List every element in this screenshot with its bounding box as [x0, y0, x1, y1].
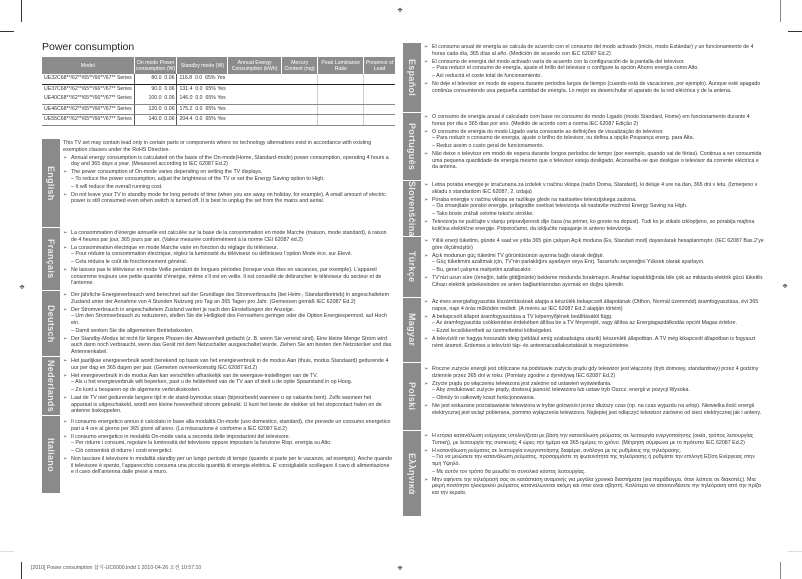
tab-portugues [403, 113, 421, 181]
column-header: Peak Luminance Ratio [318, 57, 364, 74]
on-mode-value: 80.0 [151, 75, 162, 82]
sub-bullet: – Ezzel lecsökkentheti az üzemeltetési költségeket. [432, 328, 553, 335]
lead-value: Yes [217, 95, 226, 102]
sub-bullet: – Με αυτόν τον τρόπο θα μειωθεί το συνολικό κόστος λειτουργίας. [432, 468, 586, 475]
lead-value: Yes [217, 105, 226, 112]
section-francais [63, 230, 393, 288]
mercury-value: 0.0 [195, 95, 203, 102]
sub-bullet: – Per ridurre i consumi, regolare la luminosità del televisore oppure impostare la funzione Risp. energia su Alto. [71, 440, 332, 447]
data-cell [134, 74, 177, 84]
table-row [42, 74, 395, 84]
section-turkce [424, 238, 764, 290]
tab-label: Türkçe [407, 251, 417, 283]
bullet: ➢ Η ετήσια κατανάλωση ενέργειας υπολογίζεται με βάση την κατανάλωση ρεύματος σε λειτουργία ενεργοποίησης (οικία, τρόπος λειτουργίας Τυπική), με λειτουργία της συσκευής 4 ώρες την ημέρα και 365 ημέρες το χρόνο. (Μέτρηση σύμφωνα με το πρότυπο IEC 62087 Ed.2) [424, 433, 764, 446]
bullet: ➢ Zżycie prądu po włączeniu telewizora jest zależne od ustawień wyświetlania. [424, 381, 764, 388]
data-cell [177, 104, 228, 115]
empty-cell [281, 74, 317, 84]
bullet: ➢ TV’nizi uzun süre (örneğin, tatile gittiğinizde) bekleme modunda bırakmayın. Anahtar kapatıldığında bile çok az miktarda elektrik gücü tüketilir. Cihazı elektrik şebekesinden ve anten bağlantılarından ayırmak en doğru işlemdir. [424, 275, 764, 288]
sub-bullet: – It will reduce the overall running cost. [71, 183, 163, 190]
empty-cell [318, 115, 364, 126]
peak-value: 65% [205, 116, 216, 123]
peak-value: 65% [205, 95, 216, 102]
power-consumption-table [42, 57, 395, 126]
annual-value: 146.0 [179, 95, 193, 102]
sub-bullet: – Tako boste znižali celotne tekoče stroške. [432, 211, 534, 218]
registration-mark-icon: ⌖ [397, 563, 403, 573]
bullet: ➢ Az éves energiafogyasztás kiszámításának alapja a készülék bekapcsolt állapotának (Otthon, Normál üzemmód) áramfogyasztása, évi 365 napos, napi 4 órás működés mellett. (A mérés az IEC 62087 Ed.2 alapján történt) [424, 299, 764, 312]
peak-value: 65% [205, 105, 216, 112]
empty-cell [281, 94, 317, 104]
bullet: ➢ Μην αφήνετε την τηλεόρασή σας σε κατάσταση αναμονής για μεγάλα χρονικά διαστήματα (για παράδειγμα, όταν λείπετε σε διακοπές). Μια μικρή ποσότητα ηλεκτρικού ρεύματος καταναλώνεται ακόμη και όταν είναι σβηστή. Καλύτερα να αποσυνδέσετε την τηλεόραση από την πρίζα και την κεραία. [424, 477, 764, 497]
lead-value: Yes [217, 85, 226, 92]
empty-cell [281, 104, 317, 115]
tab-label: Nederlands [46, 359, 56, 413]
section-portugues [424, 114, 764, 172]
empty-cell [318, 84, 364, 94]
sub-bullet: – Pour réduire la consommation électrique, réglez la luminosité du téléviseur ou définissez l’option Mode éco. sur Elevé. [71, 251, 353, 258]
bullet: ➢ La consommation d’énergie annuelle est calculée sur la base de la consommation en mode Marche (maison, mode standard), à raison de 4 heures par jour, 365 jours par an. (Valeur mesurée conformément à la norme CEI 62087 éd.2) [63, 230, 393, 243]
mercury-value: 0.0 [194, 75, 203, 82]
model-cell: UE32C68**/62**/65**/66**/67** Series [42, 74, 134, 84]
mercury-value: 0.0 [195, 116, 203, 123]
sub-bullet: – Um den Stromverbrauch zu reduzieren, stellen Sie die Helligkeit des Fernsehers geringer oder die Option Energiespermod. auf Hoch ein. [71, 313, 387, 326]
tab-label: Slovenščina [407, 180, 417, 237]
bullet: ➢ Η κατανάλωση ρεύματος σε λειτουργία ενεργοποίησης διαφέρει, ανάλογα με τις ρυθμίσεις της τηλεόρασης. [424, 448, 764, 455]
bullet: ➢ Televizorja ne puščajte v stanju pripravljenosti dlje časa (na primer, ko greste na dopust). Tudi ko je stikalo izklopljeno, se porablja majhna količina električne energije. Priporočamo, da izključite napajanje in anteno televizorja. [424, 219, 764, 232]
sub-bullet: – To reduce the power consumption, adjust the brightness of the TV or set the Energy Saving option to High. [71, 175, 325, 182]
bullet: ➢ A televíziót ne hagyja hosszabb ideig (például amíg szabadságra utazik) készenléti állapotban. A TV még kikapcsolt állapotban is fogyaszt némi áramot. Érdemes a televízió táp- és antennacsatlakoztatását is megszüntetnie. [424, 336, 764, 349]
sub-bullet: – Bu, genel çalışma maliyetini azaltacaktır. [432, 267, 532, 274]
bullet: ➢ Annual energy consumption is calculated on the basis of the On-mode(Home, Standard-mode) power consumption, operating 4 hours a day and 365 days a year. (Measured according to IEC 62087 Ed.2) [63, 155, 393, 168]
bullet: ➢ La consommation électrique en mode Marche varie en fonction du réglage du téléviseur. [63, 245, 393, 252]
bullet: ➢ No deje el televisor en modo de espera durante periodos largos de tiempo (cuando está de vacaciones, por ejemplo). Aunque esté apagado continúa consumiendo una pequeña cantidad de energía. Lo mejor es desenchufar el aparato de la red eléctrica y de la antena. [424, 81, 764, 94]
empty-cell [318, 94, 364, 104]
section-polski [424, 366, 764, 418]
crop-mark [788, 31, 802, 32]
on-mode-value: 120.0 [148, 105, 162, 112]
empty-cell [281, 115, 317, 126]
crop-mark [21, 562, 22, 579]
lead-value: Yes [216, 75, 226, 82]
table-row [42, 115, 395, 126]
empty-cell [364, 84, 395, 94]
tab-nederlands [42, 357, 60, 416]
model-cell: UE46C68**/62**/65**/66**/67** Series [42, 104, 134, 115]
empty-cell [281, 84, 317, 94]
empty-cell [228, 104, 282, 115]
column-header: Model [42, 57, 134, 74]
on-mode-value: 90.0 [151, 85, 162, 92]
crop-mark [0, 31, 14, 32]
lead-value: Yes [217, 116, 226, 123]
bullet: ➢ Der Standby-Modus ist nicht für längere Phasen der Abwesenheit gedacht (z. B. wenn Sie verreist sind). Eine kleine Menge Strom wird auch dann noch verbraucht, wenn das Gerät mit dem Netzschalter ausgeschaltet wurde. Ziehen Sie am besten den Netzstecker und das Antennenkabel. [63, 336, 393, 356]
sub-bullet: – Cela réduira le coût de fonctionnement général. [71, 259, 188, 266]
bullet: ➢ Der Stromverbrauch in angeschaltetem Zustand variiert je nach den Einstellungen der Anzeige. [63, 307, 393, 314]
registration-mark-icon: ⌖ [397, 5, 403, 15]
empty-cell [228, 84, 282, 94]
data-cell [134, 104, 177, 115]
empty-cell [364, 104, 395, 115]
tab-label: Español [407, 58, 417, 97]
on-mode-value: 140.0 [148, 116, 162, 123]
bullet: ➢ A bekapcsolt állapot áramfogyasztása a TV képernyőjének beállításától függ. [424, 314, 764, 321]
section-english [63, 140, 393, 206]
bullet: ➢ Het energieverbruik in de modus Aan kan verschillen afhankelijk van de weergave-instellingen van de TV. [63, 373, 393, 380]
model-cell: UE37C68**/62**/65**/66**/67** Series [42, 84, 134, 94]
bullet: ➢ Letna poraba energije je izračunana za izdelek v načinu vklopa (način Doma, Standard), ki deluje 4 ure na dan, 365 dni v letu. (Izmerjeno v skladu s standardom IEC 62087, 2. izdaja) [424, 182, 764, 195]
peak-value: 65% [205, 75, 216, 82]
section-italiano [63, 419, 393, 477]
empty-cell [364, 94, 395, 104]
crop-mark [788, 551, 802, 552]
sub-bullet: – Así reducirá el coste total de funcionamiento. [432, 73, 542, 80]
tab-english [42, 139, 60, 228]
tab-label: Magyar [407, 313, 417, 347]
sub-bullet: – Reduz assim o custo geral de funcionamento. [432, 143, 544, 150]
tab-label: Français [46, 239, 56, 279]
standby-value: 0.06 [164, 105, 175, 112]
sub-bullet: – Da zmanjšate porabo energije, prilagodite svetlost televizorja ali nastavite možnost Energy Saving na High. [432, 203, 688, 210]
sub-bullet: – Az áramfogyasztás csökkentése érdekében állítsa be a TV fényerejét, vagy állítsa az Energiagazdálkodás opciót Magas értékre. [432, 320, 737, 327]
sub-bullet: – Para reducir el consumo de energía, ajuste el brillo del televisor o configure la opción Ahorro energía como Alto. [432, 65, 699, 72]
column-header: Standby mode (W) [177, 57, 228, 74]
crop-mark [780, 562, 781, 579]
section-slovenscina [424, 182, 764, 234]
bullet: ➢ Ne laissez pas le téléviseur en mode Veille pendant de longues périodes (lorsque vous êtes en vacances, par exemple). L’appareil consomme toujours une petite quantité d’énergie, même s’il est en veille. Il est conseillé de débrancher le téléviseur du secteur et de l’antenne. [63, 267, 393, 287]
bullet: ➢ Do not leave your TV in standby mode for long periods of time (when you are away on holiday, for example). A small amount of electric power is still consumed even when switch is turned off. It is best to unplug the set from the mains and aerial. [63, 192, 393, 205]
tab-magyar [403, 298, 421, 363]
empty-cell [228, 115, 282, 126]
table-header-row [42, 57, 395, 74]
sub-bullet: – Aby zredukować zużycie prądy, dostosuj jasność telewizora lub ustaw tryb Oszcz. energii w pozycji Wysoka. [432, 387, 690, 394]
tab-label: Italiano [46, 437, 56, 472]
mercury-value: 0.0 [195, 85, 203, 92]
bullet: ➢ O consumo de energia do modo Ligado varia consoante as definições de visualização do televisor. [424, 129, 764, 136]
sub-bullet: – Ciò consentirà di ridurre i costi energetici. [71, 448, 173, 455]
model-cell: UE55C68**/62**/65**/66**/67** Series [42, 115, 134, 126]
section-deutsch [63, 292, 393, 357]
data-cell [134, 115, 177, 126]
data-cell [177, 84, 228, 94]
bullet: ➢ Roczne zużycie energii jest obliczane na podstawie zużycia prądu gdy telewizor jest włączony (tryb domowy, standardowy) przez 4 godziny dziennie przez 365 dni w roku. (Pomiary zgodne z dyrektywą IEC 62087 Ed.2) [424, 366, 764, 379]
bullet: ➢ Açık modunun güç tüketimi TV görüntüsünün ayarına bağlı olarak değişir. [424, 253, 764, 260]
empty-cell [318, 104, 364, 115]
bullet: ➢ Il consumo energetico in modalità On-mode varia a seconda delle impostazioni del televisore. [63, 434, 393, 441]
print-slug: [2010] Power consumption 삽지-UC6000.indd 1 2010-04-26 오전 10:57:10 [31, 565, 202, 571]
registration-mark-icon: ⌖ [19, 282, 25, 292]
empty-cell [364, 74, 395, 84]
bullet: ➢ Yıllık enerji tüketimi, günde 4 saat ve yılda 365 gün çalışan Açık moduna (Ev, Standart mod) dayanılarak hesaplanmıştır. (IEC 62087 Bas.2’ye göre ölçülmüştür) [424, 238, 764, 251]
bullet: ➢ The power consumption of On-mode varies depending on setting the TV displays. [63, 169, 393, 176]
bullet: ➢ Poraba energije v načinu vklopa se razlikuje glede na nastavitev televizijskega zaslona. [424, 197, 764, 204]
section-espanol [424, 44, 764, 96]
standby-value: 0.06 [164, 75, 175, 82]
section-magyar [424, 299, 764, 351]
bullet: ➢ Il consumo energetico annuo è calcolato in base alla modalità On-mode (uso domestico, standard), che prevede un consumo energetico pari a 4 ore al giorno per 365 giorni all’anno. (La misurazione è conforme a IEC 62087 Ed.2) [63, 419, 393, 432]
registration-mark-icon: ⌖ [782, 281, 788, 291]
bullet: ➢ O consumo de energia anual é calculado com base no consumo do modo Ligado (modo Standard, Home) em funcionamento durante 4 horas por dia e 365 dias por ano. (Medido de acordo com a norma IEC 62087 Edição 2) [424, 114, 764, 127]
annual-value: 175.2 [179, 105, 193, 112]
data-cell [134, 94, 177, 104]
tab-slovenscina [403, 181, 421, 237]
tab-label: Ελληνικά [407, 452, 417, 495]
tab-turkce [403, 237, 421, 298]
bullet: ➢ Non lasciare il televisore in modalità standby per un lungo periodo di tempo (quando si parte per le vacanze, ad esempio). Anche quando il televisore è spento, l’apparecchio consuma una piccola quantità di energia elettrica. E’ consigliabile scollegare il cavo di alimentazione e il cavo dell’antenna dalle prese a muro. [63, 456, 393, 476]
column-header: Mecury Content (mg) [281, 57, 317, 74]
tab-polski [403, 363, 421, 431]
bullet: ➢ Não deixe o televisor em modo de espera durante longos períodos de tempo (por exemplo, quando vai de férias). Continua a ser consumida uma pequena quantidade de energia mesmo que o televisor esteja desligado. Aconselha-se que desligue o televisor da corrente eléctrica e da antena. [424, 151, 764, 171]
column-header: Annual Energy Consumption (kWh) [228, 57, 282, 74]
annual-value: 204.4 [179, 116, 193, 123]
bullet: ➢ El consumo de energía del modo activado varía de acuerdo con la configuración de la pantalla del televisor. [424, 59, 764, 66]
model-cell: UE40C68**/62**/65**/66**/67** Series [42, 94, 134, 104]
tab-espanol [403, 43, 421, 113]
empty-cell [318, 74, 364, 84]
data-cell [177, 94, 228, 104]
sub-bullet: – Güç tüketimini azaltmak için, TV’nin parlaklığını ayarlayın veya Enrj. Tasarrufu seçeneğini Yüksek olarak ayarlayın. [432, 259, 705, 266]
annual-value: 116.8 [179, 75, 193, 82]
data-cell [177, 115, 228, 126]
tab-label: Deutsch [46, 304, 56, 343]
column-header: On mode Power consumption (W) [134, 57, 177, 74]
sub-bullet: – Damit senken Sie die allgemeinen Betriebskosten. [71, 327, 194, 334]
empty-cell [228, 74, 282, 84]
annual-value: 131.4 [179, 85, 193, 92]
section-ellinika [424, 433, 764, 498]
tab-label: Polski [407, 382, 417, 411]
tab-deutsch [42, 291, 60, 357]
tab-francais [42, 228, 60, 291]
sub-bullet: – Als u het energieverbruik wilt beperken, past u de helderheid van de TV aan of stelt u de optie Spaarstand in op Hoog. [71, 379, 353, 386]
standby-value: 0.06 [164, 95, 175, 102]
tab-italiano [42, 416, 60, 494]
crop-mark [780, 0, 781, 22]
page-title: Power consumption [42, 41, 135, 53]
data-cell [134, 84, 177, 94]
standby-value: 0.06 [164, 85, 175, 92]
tab-ellinika [403, 431, 421, 517]
empty-cell [228, 94, 282, 104]
empty-cell [364, 115, 395, 126]
sub-bullet: – Για να μειώσετε την κατανάλωση ρεύματος, προσαρμόστε τη φωτεινότητα της τηλεόρασης ή ρυθμίστε την επιλογή Εξ/ση Ενέργειας στην τιμή Υψηλό. [432, 454, 755, 467]
peak-value: 65% [205, 85, 216, 92]
sub-bullet: – Zo kunt u besparen op de algemene verbruikskosten. [71, 387, 201, 394]
sub-bullet: – Obniży to całkowity koszt funkcjonowania. [432, 395, 536, 402]
standby-value: 0.06 [164, 116, 175, 123]
table-row [42, 94, 395, 104]
data-cell [177, 74, 228, 84]
table-row [42, 104, 395, 115]
intro-text: This TV set may contain lead only in certain parts or components where no technology alternatives exist in accordance with existing exemption clauses under the RoHS Directive. [63, 140, 372, 153]
mercury-value: 0.0 [195, 105, 203, 112]
bullet: ➢ Het jaarlijkse energieverbruik wordt berekend op basis van het energieverbruik in de modus Aan (thuis, modus Standaard) gedurende 4 uur per dag en 365 dagen per jaar. (Gemeten overeenkomstig IEC 62087 Ed.2) [63, 358, 393, 371]
crop-mark [0, 551, 14, 552]
bullet: ➢ Laat de TV niet gedurende langere tijd in de stand-bymodus staan (bijvoorbeeld wanneer u op vakantie bent). Zelfs wanneer het apparaat is uitgeschakeld, wordt een kleine hoeveelheid stroom gebruikt. U kunt het beste de stekker uit het stopcontact halen en de antenne loskoppelen. [63, 395, 393, 415]
bullet: ➢ El consumo anual de energía se calcula de acuerdo con el consumo del modo activado (inicio, modo Estándar) y un funcionamiento de 4 horas cada día, 365 días al año. (Medición de acuerdo con IEC 62087 Ed.2) [424, 44, 764, 57]
sub-bullet: – Para reduzir o consumo de energia, ajuste o brilho do televisor, ou defina a opção Poupança energ. para Alta. [432, 135, 695, 142]
bullet: ➢ Nie jest wskazane pozostawianie telewizora w trybie gotowości przez dłuższy czas (np. na czas wyjazdu na urlop). Niewielka ilość energii elektrycznej jest wciąż pobierana, pomimo wyłączenia telewizora. Najlepiej jest odłączyć telewizor zarówno od sieci elektrycznej jak i anteny. [424, 403, 764, 416]
tab-label: Português [407, 122, 417, 171]
tab-label: English [46, 165, 56, 201]
table-row [42, 84, 395, 94]
bullet: ➢ Der jährliche Energieverbrauch wird berechnet auf der Grundlage des Stromverbrauchs (bei Heim-, Standardbetrieb) in angeschaltetem Zustand unter der Annahme von 4 Stunden Nutzung pro Tag an 365 Tagen pro Jahr. (Gemessen gemäß IEC 62087 Ed.2) [63, 292, 393, 305]
column-header: Presence of Lead [364, 57, 395, 74]
section-nederlands [63, 358, 393, 416]
crop-mark [21, 0, 22, 22]
on-mode-value: 100.0 [148, 95, 162, 102]
